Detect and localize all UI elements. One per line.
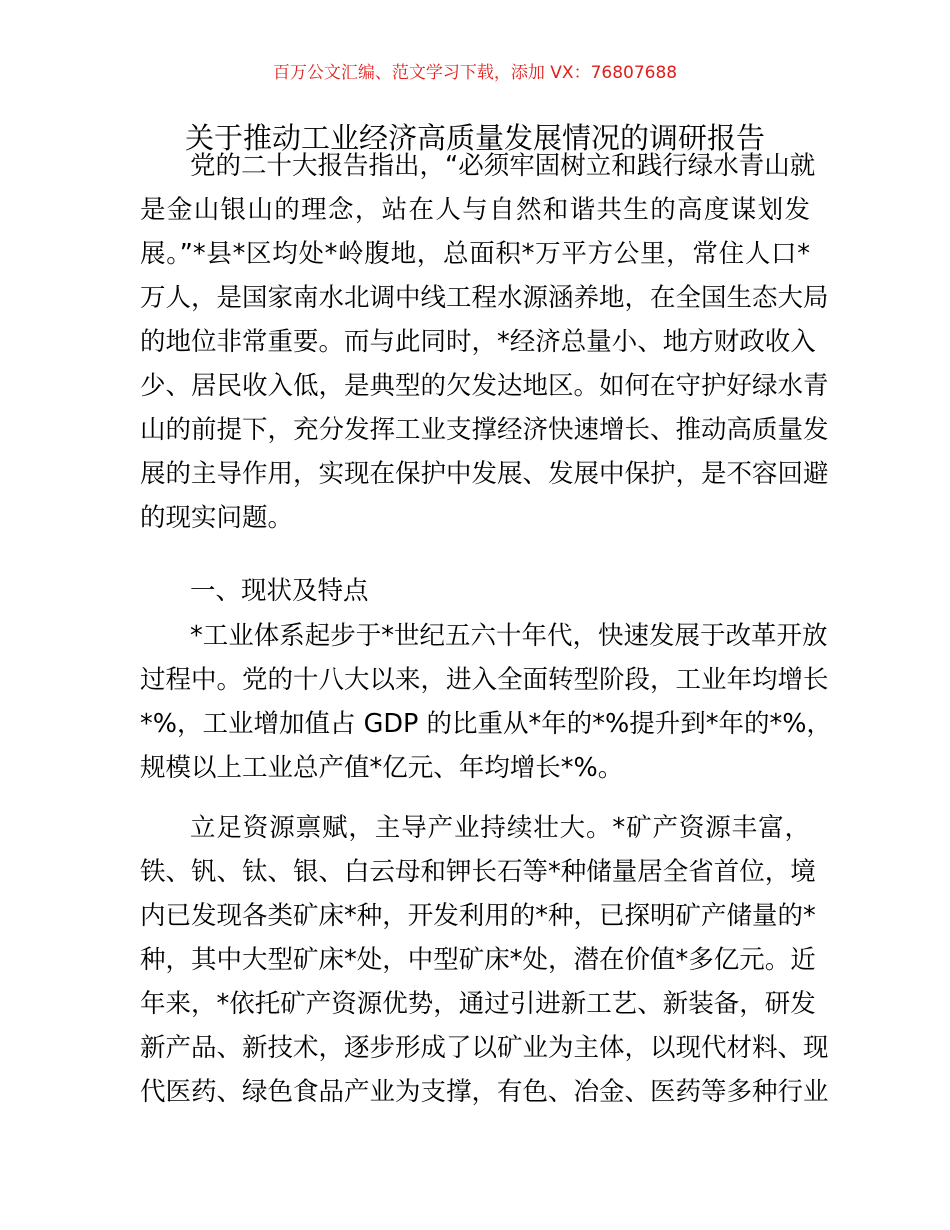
paragraph-line: 万人，是国家南水北调中线工程水源涵养地，在全国生态大局 bbox=[140, 283, 829, 313]
section-heading: 一、现状及特点 bbox=[190, 576, 369, 606]
watermark-banner: 百万公文汇编、范文学习下载，添加 VX：76807688 bbox=[272, 63, 678, 83]
document-title: 关于推动工业经济高质量发展情况的调研报告 bbox=[184, 121, 765, 155]
paragraph-line: 的地位非常重要。而与此同时，*经济总量小、地方财政收入 bbox=[140, 327, 816, 357]
paragraph-line: 的现实问题。 bbox=[140, 503, 294, 533]
paragraph-line: 新产品、新技术，逐步形成了以矿业为主体，以现代材料、现 bbox=[140, 1033, 829, 1063]
paragraph-line: 党的二十大报告指出，“必须牢固树立和践行绿水青山就 bbox=[190, 151, 816, 181]
paragraph-line: 是金山银山的理念，站在人与自然和谐共生的高度谋划发 bbox=[140, 195, 810, 225]
paragraph-line: 山的前提下，充分发挥工业支撑经济快速增长、推动高质量发 bbox=[140, 415, 829, 445]
paragraph-line: 少、居民收入低，是典型的欠发达地区。如何在守护好绿水青 bbox=[140, 371, 829, 401]
paragraph-line: 年来，*依托矿产资源优势，通过引进新工艺、新装备，研发 bbox=[140, 989, 816, 1019]
paragraph-line: 立足资源禀赋，主导产业持续壮大。*矿产资源丰富， bbox=[190, 813, 810, 843]
paragraph-line: 种，其中大型矿床*处，中型矿床*处，潜在价值*多亿元。近 bbox=[140, 945, 816, 975]
paragraph-line: 规模以上工业总产值*亿元、年均增长*%。 bbox=[140, 753, 624, 783]
paragraph-line: 铁、钒、钛、银、白云母和钾长石等*种储量居全省首位，境 bbox=[140, 857, 816, 887]
paragraph-line: *%，工业增加值占 GDP 的比重从*年的*%提升到*年的*%， bbox=[140, 709, 832, 739]
paragraph-line: 过程中。党的十八大以来，进入全面转型阶段，工业年均增长 bbox=[140, 665, 829, 695]
paragraph-line: 代医药、绿色食品产业为支撑，有色、冶金、医药等多种行业 bbox=[140, 1077, 829, 1107]
paragraph-line: 内已发现各类矿床*种，开发利用的*种，已探明矿产储量的* bbox=[140, 901, 816, 931]
paragraph-line: 展的主导作用，实现在保护中发展、发展中保护，是不容回避 bbox=[140, 459, 829, 489]
paragraph-line: *工业体系起步于*世纪五六十年代，快速发展于改革开放 bbox=[190, 621, 828, 651]
paragraph-line: 展。”*县*区均处*岭腹地，总面积*万平方公里，常住人口* bbox=[140, 239, 810, 269]
